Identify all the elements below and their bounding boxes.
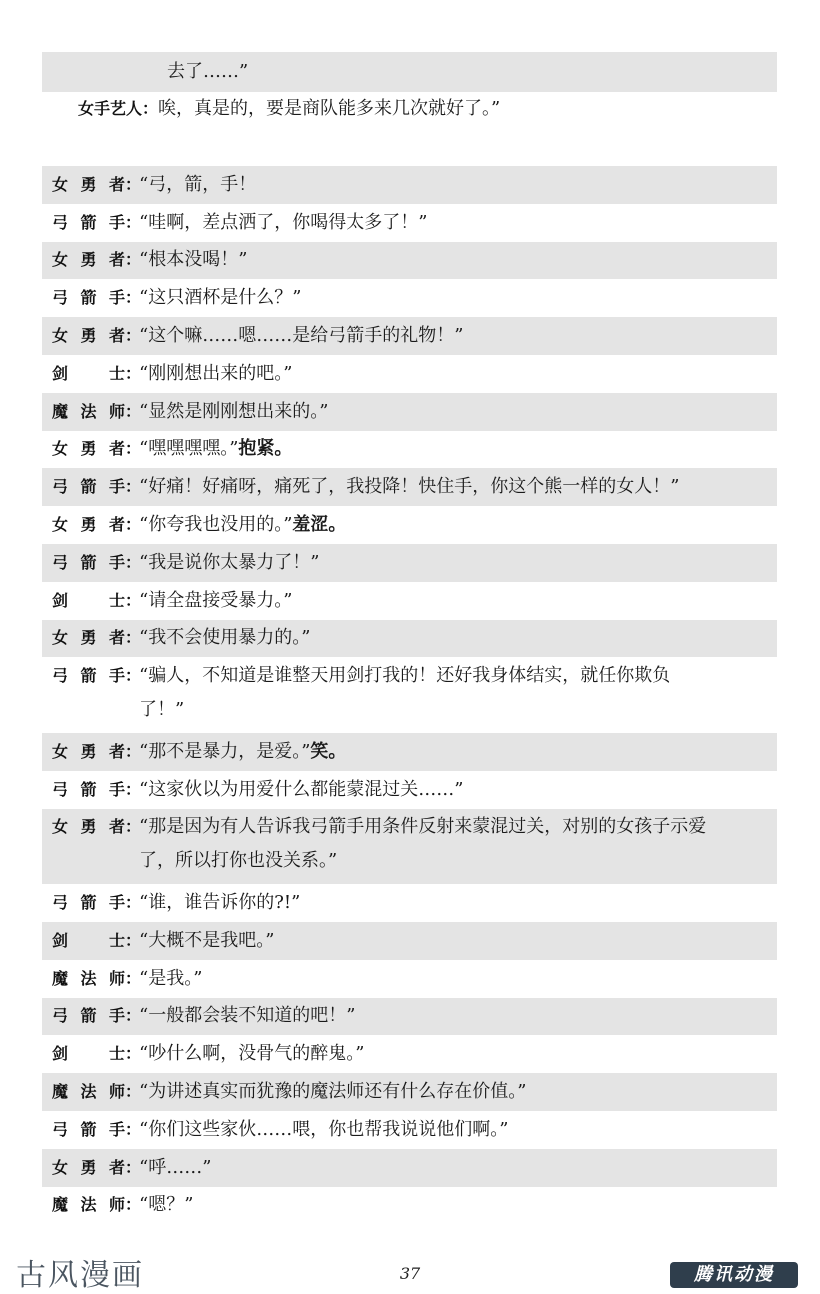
- speaker-label: [42, 168, 142, 202]
- dialogue-quote: “骗人，不知道是谁整天用剑打我的！还好我身体结实，就任你欺负: [139, 665, 671, 687]
- speaker-name: 女勇者: [52, 817, 125, 837]
- dialogue-row: [42, 733, 777, 771]
- speaker-name: 女勇者: [52, 741, 125, 761]
- dialogue-text: [139, 1113, 777, 1147]
- speaker-label: [42, 810, 142, 844]
- dialogue-text: [139, 168, 777, 202]
- speaker-name: 剑士: [52, 590, 125, 610]
- speaker-name: 女勇者: [52, 515, 125, 535]
- speaker-name: 女勇者: [52, 628, 125, 648]
- dialogue-text: [139, 357, 777, 391]
- speaker-colon: ：: [125, 401, 142, 421]
- brand-logo-right: 腾讯动漫: [670, 1262, 798, 1288]
- speaker-name: 魔法师: [52, 1195, 125, 1215]
- speaker-label: [42, 432, 142, 466]
- speaker-label: [42, 1075, 142, 1109]
- speaker-label: [42, 92, 158, 126]
- dialogue-quote: “是我。”: [139, 967, 203, 989]
- speaker-name: 弓箭手: [52, 552, 125, 572]
- dialogue-text: [139, 546, 777, 580]
- dialogue-text: [139, 1188, 777, 1222]
- speaker-label: [42, 508, 142, 542]
- speaker-colon: ：: [125, 930, 142, 950]
- speaker-colon: ：: [125, 515, 142, 535]
- speaker-label: [42, 357, 142, 391]
- dialogue-quote: “那是因为有人告诉我弓箭手用条件反射来蒙混过关，对别的女孩子示爱: [139, 816, 707, 838]
- dialogue-row: [42, 317, 777, 355]
- speaker-colon: ：: [125, 1195, 142, 1215]
- speaker-colon: ：: [125, 1157, 142, 1177]
- dialogue-quote: “请全盘接受暴力。”: [139, 589, 293, 611]
- speaker-label: [42, 470, 142, 504]
- dialogue-row: [42, 1149, 777, 1187]
- speaker-colon: ：: [125, 968, 142, 988]
- speaker-colon: ：: [125, 1044, 142, 1064]
- dialogue-row: [42, 809, 777, 885]
- speaker-label: [42, 1113, 142, 1147]
- dialogue-text: [139, 1075, 777, 1109]
- dialogue-continuation: 了！”: [139, 699, 185, 721]
- dialogue-row: [42, 884, 777, 922]
- dialogue-text: [139, 243, 777, 277]
- dialogue-quote: “弓，箭，手！: [139, 173, 257, 195]
- speaker-name: 弓箭手: [52, 666, 125, 686]
- stage-action: 抱紧。: [238, 438, 293, 460]
- speaker-name: 弓箭手: [52, 212, 125, 232]
- dialogue-row: [42, 468, 777, 506]
- dialogue-text: [139, 470, 777, 504]
- dialogue-row: [42, 657, 777, 733]
- speaker-label: [42, 924, 142, 958]
- dialogue-quote: “谁，谁告诉你的?!”: [139, 892, 301, 914]
- speaker-label: [42, 735, 142, 769]
- speaker-name: 弓箭手: [52, 288, 125, 308]
- speaker-label: [42, 962, 142, 996]
- dialogue-row: [42, 506, 777, 544]
- dialogue-text: [139, 962, 777, 996]
- dialogue-row: [42, 1073, 777, 1111]
- dialogue-text: [139, 924, 777, 958]
- dialogue-quote: “嗯？”: [139, 1194, 194, 1216]
- dialogue-text: [139, 621, 777, 655]
- speaker-colon: ：: [125, 817, 142, 837]
- speaker-label: [42, 395, 142, 429]
- speaker-name: 弓箭手: [52, 1006, 125, 1026]
- dialogue-quote: “这个嘛……嗯……是给弓箭手的礼物！”: [139, 325, 464, 347]
- speaker-label: [42, 999, 142, 1033]
- dialogue-quote: “你们这些家伙……喂，你也帮我说说他们啊。”: [139, 1118, 509, 1140]
- speaker-colon: ：: [125, 1006, 142, 1026]
- dialogue-row: [42, 582, 777, 620]
- dialogue-continuation: 了，所以打你也没关系。”: [139, 850, 338, 872]
- speaker-name: 弓箭手: [52, 1119, 125, 1139]
- speaker-name: 弓箭手: [52, 779, 125, 799]
- speaker-name: 弓箭手: [52, 477, 125, 497]
- speaker-label: [42, 659, 142, 693]
- speaker-name: 剑士: [52, 1044, 125, 1064]
- speaker-colon: ：: [125, 628, 142, 648]
- dialogue-row: [42, 1187, 777, 1225]
- dialogue-row: [42, 960, 777, 998]
- dialogue-text: [139, 1151, 777, 1185]
- speaker-name: 女勇者: [52, 250, 125, 270]
- dialogue-row: [42, 279, 777, 317]
- stage-action: 笑。: [310, 740, 347, 762]
- speaker-colon: ：: [125, 893, 142, 913]
- dialogue-text: [139, 999, 777, 1033]
- dialogue-text: [139, 584, 777, 618]
- dialogue-row: [42, 922, 777, 960]
- dialogue-quote: “刚刚想出来的吧。”: [139, 362, 293, 384]
- speaker-label: [42, 319, 142, 353]
- dialogue-text: [139, 319, 777, 353]
- dialogue-quote: “嘿嘿嘿嘿。”: [139, 438, 239, 460]
- dialogue-text: [139, 395, 777, 429]
- dialogue-row: [42, 431, 777, 469]
- dialogue-text: [139, 432, 777, 466]
- dialogue-quote: “呼……”: [139, 1156, 212, 1178]
- speaker-label: [42, 1188, 142, 1222]
- speaker-label: [42, 206, 142, 240]
- speaker-colon: ：: [125, 212, 142, 232]
- speaker-colon: ：: [125, 1119, 142, 1139]
- speaker-colon: ：: [125, 666, 142, 686]
- speaker-colon: ：: [125, 741, 142, 761]
- intro-dialogue-row: [42, 92, 777, 128]
- speaker-colon: ：: [125, 779, 142, 799]
- dialogue-row: [42, 1035, 777, 1073]
- brand-logo-left: 古风漫画: [16, 1258, 144, 1293]
- speaker-name: 女勇者: [52, 326, 125, 346]
- dialogue-row: [42, 242, 777, 280]
- speaker-colon: ：: [125, 552, 142, 572]
- speaker-label: [42, 243, 142, 277]
- speaker-name: 魔法师: [52, 1082, 125, 1102]
- speaker-name: 魔法师: [52, 968, 125, 988]
- dialogue-quote: “大概不是我吧。”: [139, 929, 275, 951]
- dialogue-text: [139, 206, 777, 240]
- speaker-colon: ：: [125, 363, 142, 383]
- speaker-name: 魔法师: [52, 401, 125, 421]
- dialogue-continuation: 去了……”: [167, 61, 249, 82]
- dialogue-text: [139, 281, 777, 315]
- dialogue-row: [42, 771, 777, 809]
- speaker-name: 女勇者: [52, 174, 125, 194]
- speaker-label: [42, 773, 142, 807]
- speaker-colon: ：: [125, 477, 142, 497]
- dialogue-quote: “根本没喝！”: [139, 249, 248, 271]
- dialogue-quote: “为讲述真实而犹豫的魔法师还有什么存在价值。”: [139, 1081, 527, 1103]
- dialogue-quote: “我是说你太暴力了！”: [139, 551, 320, 573]
- dialogue-row: [42, 393, 777, 431]
- speaker-label: [42, 281, 142, 315]
- dialogue-text: [139, 735, 777, 769]
- speaker-label: [42, 621, 142, 655]
- dialogue-quote: “好痛！好痛呀，痛死了，我投降！快住手，你这个熊一样的女人！”: [139, 476, 680, 498]
- dialogue-quote: “我不会使用暴力的。”: [139, 627, 311, 649]
- speaker-label: [42, 1151, 142, 1185]
- dialogue-text: [139, 659, 777, 693]
- dialogue-row: [42, 355, 777, 393]
- speaker-colon: ：: [125, 326, 142, 346]
- dialogue-text: [139, 810, 777, 844]
- dialogue-text: 唉，真是的，要是商队能多来几次就好了。”: [158, 98, 501, 119]
- speaker-colon: ：: [125, 288, 142, 308]
- stage-action: 羞涩。: [292, 514, 347, 536]
- dialogue-quote: “显然是刚刚想出来的。”: [139, 400, 329, 422]
- page-number: 37: [399, 1264, 421, 1283]
- speaker-label: [42, 546, 142, 580]
- dialogue-quote: “一般都会装不知道的吧！”: [139, 1005, 356, 1027]
- speaker-colon: ：: [125, 590, 142, 610]
- speaker-label: [42, 584, 142, 618]
- dialogue-row: [42, 1111, 777, 1149]
- dialogue-quote: “这家伙以为用爱什么都能蒙混过关……”: [139, 778, 464, 800]
- speaker-name: 女手艺人：: [78, 99, 159, 118]
- dialogue-quote: “你夸我也没用的。”: [139, 514, 293, 536]
- speaker-name: 剑士: [52, 363, 125, 383]
- speaker-label: [42, 1037, 142, 1071]
- speaker-colon: ：: [125, 439, 142, 459]
- speaker-colon: ：: [125, 250, 142, 270]
- dialogue-text: [139, 1037, 777, 1071]
- dialogue-text: [139, 508, 777, 542]
- dialogue-row: [42, 544, 777, 582]
- speaker-name: 女勇者: [52, 1157, 125, 1177]
- dialogue-quote: “那不是暴力，是爱。”: [139, 740, 311, 762]
- dialogue-quote: “哇啊，差点洒了，你喝得太多了！”: [139, 211, 428, 233]
- dialogue-quote: “这只酒杯是什么？”: [139, 287, 302, 309]
- dialogue-text: [139, 886, 777, 920]
- dialogue-row: [42, 204, 777, 242]
- speaker-label: [42, 886, 142, 920]
- speaker-name: 弓箭手: [52, 893, 125, 913]
- dialogue-row: [42, 620, 777, 658]
- speaker-colon: ：: [125, 174, 142, 194]
- dialogue-row: [42, 998, 777, 1036]
- dialogue-row: [42, 166, 777, 204]
- intro-continuation-row: [42, 52, 777, 92]
- dialogue-quote: “吵什么啊，没骨气的醉鬼。”: [139, 1043, 365, 1065]
- dialogue-text: [139, 773, 777, 807]
- speaker-name: 剑士: [52, 930, 125, 950]
- speaker-colon: ：: [125, 1082, 142, 1102]
- speaker-name: 女勇者: [52, 439, 125, 459]
